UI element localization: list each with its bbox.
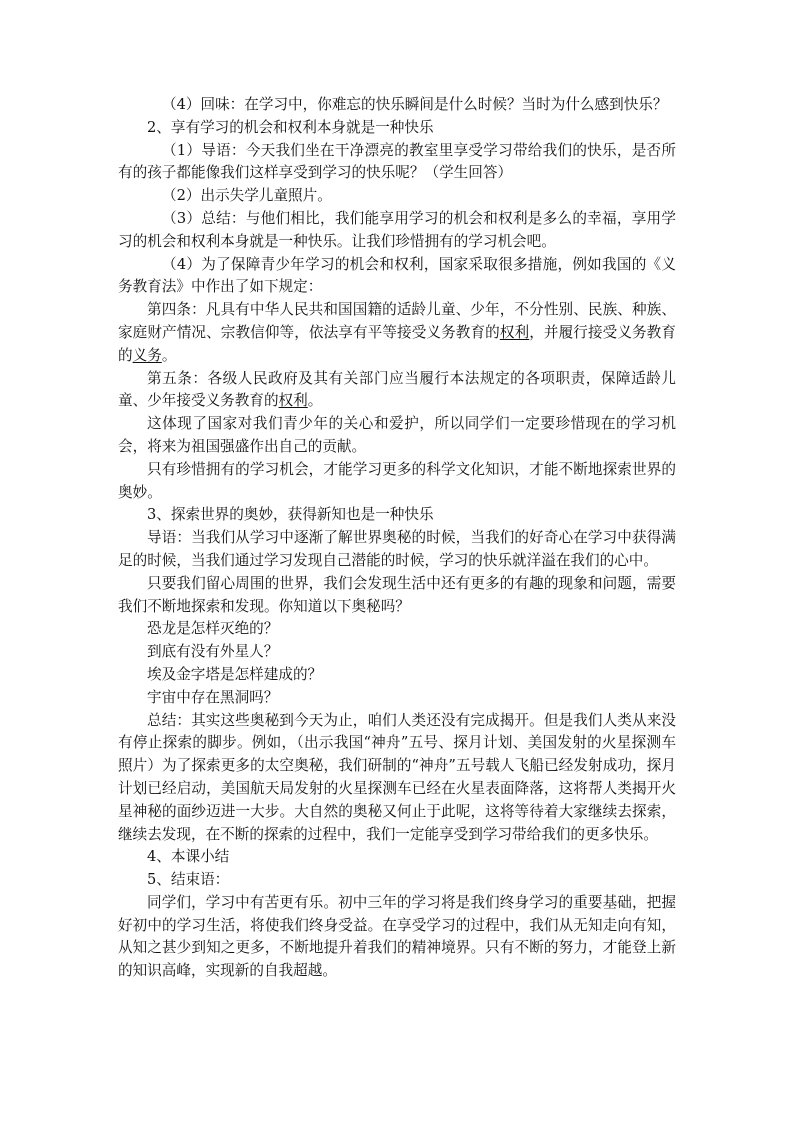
paragraph-guide: 导语：当我们从学习中逐渐了解世界奥秘的时候，当我们的好奇心在学习中获得满足的时候，当我们通过学习发现自己潜能的时候，学习的快乐就洋溢在我们的心中。	[118, 529, 676, 569]
heading-section-2: 2、享有学习的机会和权利本身就是一种快乐	[147, 118, 434, 136]
paragraph-summary: （3）总结：与他们相比，我们能享用学习的机会和权利是多么的幸福，享用学习的机会和权利本身就是一种快乐。让我们珍惜拥有的学习机会吧。	[118, 209, 676, 250]
paragraph-article-5: 第五条：各级人民政府及其有关部门应当履行本法规定的各项职责，保障适龄儿童、少年接受义务教育的权利。	[118, 369, 676, 410]
paragraph-photos: （2）出示失学儿童照片。	[162, 187, 332, 205]
heading-section-4: 4、本课小结	[147, 848, 230, 866]
question-dinosaur: 恐龙是怎样灭绝的？	[147, 620, 279, 638]
underlined-term: 权利	[278, 392, 308, 410]
question-aliens: 到底有没有外星人？	[147, 643, 279, 661]
paragraph-exploration-summary: 总结：其实这些奥秘到今天为止，咱们人类还没有完成揭开。但是我们人类从来没有停止探索的脚步。例如，（出示我国“神舟”五号、探月计划、美国发射的火星探测车照片）为了探索更多的太空奥秘，我们研制的“神舟”五号载人飞船已经发射成功，探月计划已经启动，美国航天局发射的火星探测车已经在火星表面降落，这将帮人类揭开火星神秘的面纱迈进一大步。大自然的奥秘又何止于此呢，这将等待着大家继续去探索，继续去发现，在不断的探索的过程中，我们一定能享受到学习带给我们的更多快乐。	[118, 711, 676, 843]
paragraph-law-intro: （4）为了保障青少年学习的机会和权利，国家采取很多措施，例如我国的《义务教育法》中作出了如下规定：	[118, 255, 676, 296]
paragraph-article-4: 第四条：凡具有中华人民共和国国籍的适龄儿童、少年，不分性别、民族、种族、家庭财产情况、宗教信仰等，依法享有平等接受义务教育的权利，并履行接受义务教育的义务。	[118, 301, 676, 364]
paragraph-recall: （4）回味：在学习中，你难忘的快乐瞬间是什么时候？当时为什么感到快乐？	[162, 96, 668, 113]
underlined-term: 义务	[132, 346, 162, 364]
paragraph-care: 这体现了国家对我们青少年的关心和爱护，所以同学们一定要珍惜现在的学习机会，将来为祖国强盛作出自己的贡献。	[118, 415, 676, 455]
paragraph-cherish: 只有珍惜拥有的学习机会，才能学习更多的科学文化知识，才能不断地探索世界的奥妙。	[118, 460, 676, 501]
question-pyramid: 埃及金字塔是怎样建成的？	[147, 665, 323, 683]
paragraph-intro: （1）导语：今天我们坐在干净漂亮的教室里享受学习带给我们的快乐，是否所有的孩子都能像我们这样享受到学习的快乐呢？（学生回答）	[118, 141, 676, 182]
paragraph-closing: 同学们，学习中有苦更有乐。初中三年的学习将是我们终身学习的重要基础，把握好初中的学习生活，将使我们终身受益。在享受学习的过程中，我们从无知走向有知，从知之甚少到知之更多，不断地提升着我们的精神境界。只有不断的努力，才能登上新的知识高峰，实现新的自我超越。	[118, 893, 676, 980]
underlined-term: 权利	[499, 323, 530, 341]
question-black-hole: 宇宙中存在黑洞吗？	[147, 688, 279, 706]
heading-section-3: 3、探索世界的奥妙，获得新知也是一种快乐	[147, 506, 434, 524]
paragraph-world: 只要我们留心周围的世界，我们会发现生活中还有更多的有趣的现象和问题，需要我们不断地探索和发现。你知道以下奥秘吗？	[118, 574, 676, 615]
heading-section-5: 5、结束语：	[147, 871, 230, 889]
